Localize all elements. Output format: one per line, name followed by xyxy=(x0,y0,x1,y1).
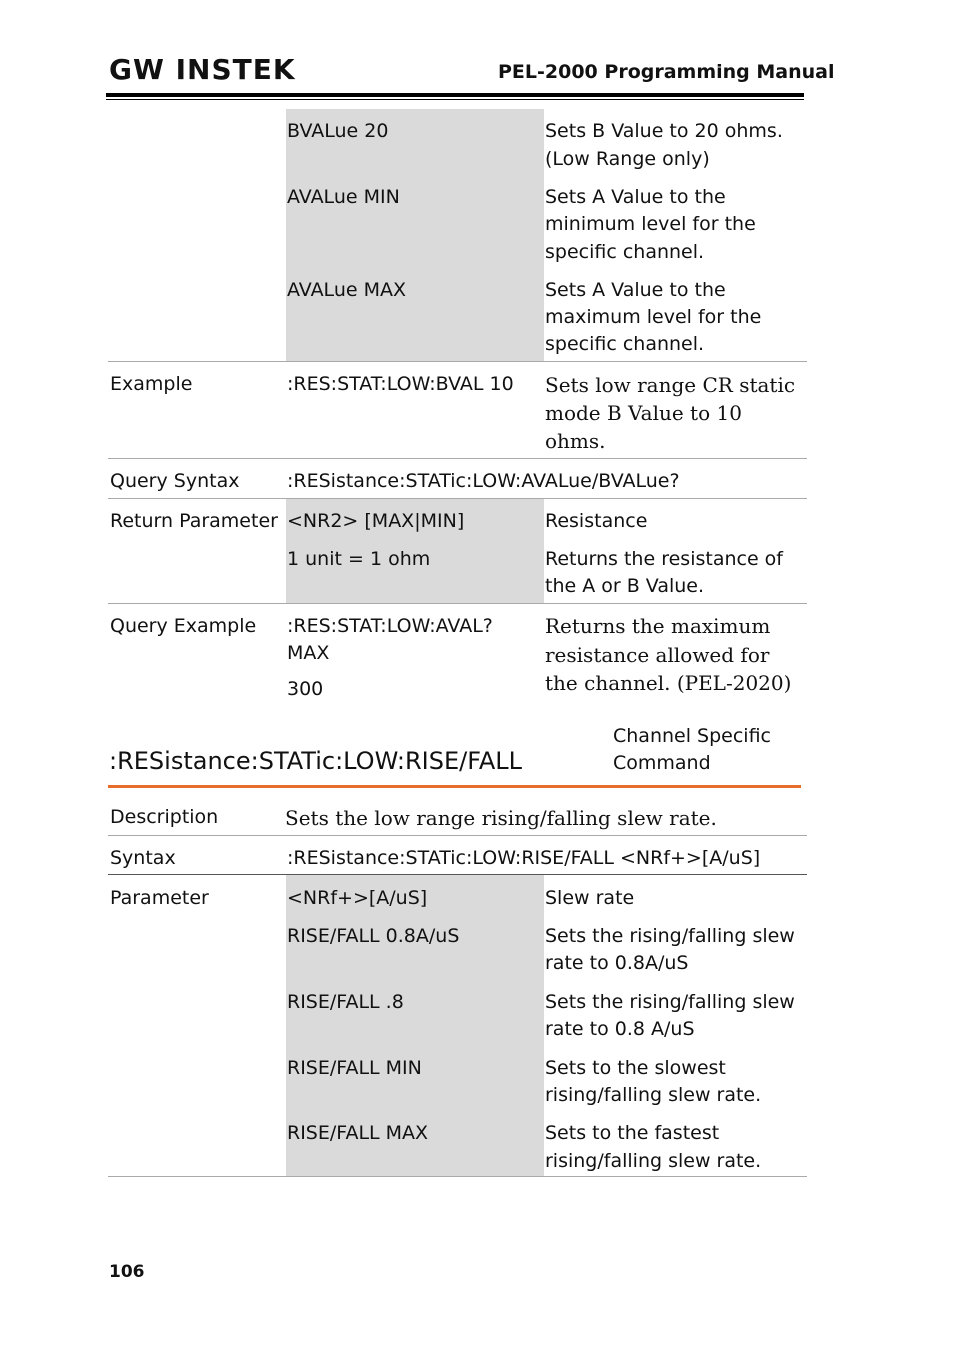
return-unit: 1 unit = 1 ohm xyxy=(287,548,431,570)
query-example-code-line: MAX xyxy=(287,642,330,664)
parameter-code: <NRf+>[A/uS] xyxy=(287,887,428,909)
row-label-query-example: Query Example xyxy=(110,615,257,637)
row-label-example: Example xyxy=(110,373,193,395)
row-divider xyxy=(108,361,807,362)
query-example-desc-line: resistance allowed for xyxy=(545,643,770,667)
row-divider xyxy=(108,458,807,459)
row-divider xyxy=(108,835,807,836)
return-desc: Resistance xyxy=(545,510,648,532)
row-label-parameter: Parameter xyxy=(110,887,209,909)
example-desc-line: mode B Value to 10 xyxy=(545,401,742,425)
param-desc-line: specific channel. xyxy=(545,333,705,355)
param-desc-line: specific channel. xyxy=(545,241,705,263)
param-code-column-bg xyxy=(286,109,544,361)
return-desc-line: Returns the resistance of xyxy=(545,548,783,570)
query-example-result: 300 xyxy=(287,678,324,700)
param-desc-line: Sets A Value to the xyxy=(545,186,726,208)
row-label-return-parameter: Return Parameter xyxy=(110,510,278,532)
query-syntax-code: :RESistance:STATic:LOW:AVALue/BVALue? xyxy=(287,470,680,492)
syntax-code: :RESistance:STATic:LOW:RISE/FALL <NRf+>[A/uS] xyxy=(287,847,761,869)
query-example-desc-line: the channel. (PEL-2020) xyxy=(545,671,792,695)
param-desc-line: Sets A Value to the xyxy=(545,279,726,301)
parameter-desc-line: Sets the rising/falling slew xyxy=(545,925,795,947)
param-code: BVALue 20 xyxy=(287,120,389,142)
query-example-code-line: :RES:STAT:LOW:AVAL? xyxy=(287,615,493,637)
param-desc-line: Sets B Value to 20 ohms. xyxy=(545,120,783,142)
return-desc-line: the A or B Value. xyxy=(545,575,705,597)
header-rule xyxy=(106,93,804,97)
row-label-query-syntax: Query Syntax xyxy=(110,470,240,492)
example-desc-line: Sets low range CR static xyxy=(545,373,796,397)
parameter-code: RISE/FALL 0.8A/uS xyxy=(287,925,460,947)
parameter-desc-line: rising/falling slew rate. xyxy=(545,1150,762,1172)
parameter-code: RISE/FALL MIN xyxy=(287,1057,422,1079)
param-desc-line: maximum level for the xyxy=(545,306,762,328)
example-desc-line: ohms. xyxy=(545,429,606,453)
param-desc-line: (Low Range only) xyxy=(545,148,710,170)
section-badge-line: Channel Specific xyxy=(613,725,771,747)
parameter-desc-line: Sets to the fastest xyxy=(545,1122,720,1144)
section-badge-line: Command xyxy=(613,752,711,774)
brand-logo: GW INSTEK xyxy=(109,53,296,86)
param-code: AVALue MAX xyxy=(287,279,406,301)
example-code: :RES:STAT:LOW:BVAL 10 xyxy=(287,373,514,395)
parameter-desc-line: rising/falling slew rate. xyxy=(545,1084,762,1106)
description-text: Sets the low range rising/falling slew rate. xyxy=(285,806,717,830)
section-title: :RESistance:STATic:LOW:RISE/FALL xyxy=(109,747,522,775)
parameter-desc-line: rate to 0.8 A/uS xyxy=(545,1018,695,1040)
parameter-desc-line: Sets the rising/falling slew xyxy=(545,991,795,1013)
row-label-description: Description xyxy=(110,806,219,828)
parameter-code: RISE/FALL .8 xyxy=(287,991,404,1013)
param-desc-line: minimum level for the xyxy=(545,213,756,235)
parameter-desc-line: Sets to the slowest xyxy=(545,1057,726,1079)
param-code: AVALue MIN xyxy=(287,186,400,208)
parameter-desc-line: Slew rate xyxy=(545,887,635,909)
return-code: <NR2> [MAX|MIN] xyxy=(287,510,465,532)
parameter-code: RISE/FALL MAX xyxy=(287,1122,429,1144)
header-rule-thin xyxy=(106,99,804,100)
row-divider xyxy=(108,1176,807,1177)
row-divider xyxy=(108,603,807,604)
parameter-desc-line: rate to 0.8A/uS xyxy=(545,952,689,974)
manual-title: PEL-2000 Programming Manual xyxy=(498,61,835,83)
section-rule xyxy=(108,785,801,788)
row-label-syntax: Syntax xyxy=(110,847,176,869)
page-number: 106 xyxy=(109,1262,145,1282)
query-example-desc-line: Returns the maximum xyxy=(545,614,771,638)
